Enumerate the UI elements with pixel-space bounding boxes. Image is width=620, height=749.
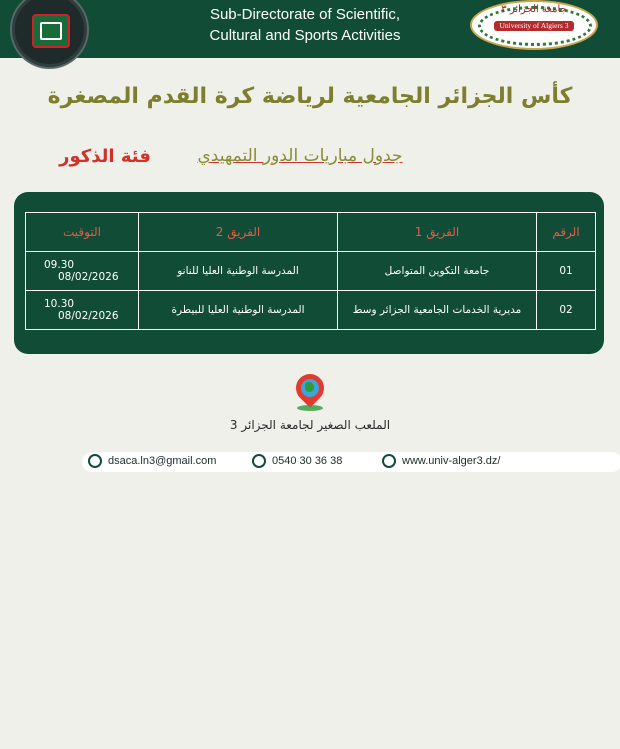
header-team2: الفريق 2	[139, 213, 338, 252]
row-number: 02	[537, 291, 596, 330]
row-datetime	[26, 291, 139, 330]
row-time: 09.30	[44, 259, 75, 271]
table-header-row	[26, 213, 596, 252]
header-team1: الفريق 1	[338, 213, 537, 252]
row-team2: المدرسة الوطنية العليا للنانو	[139, 252, 338, 291]
row-datetime	[26, 252, 139, 291]
university-logo-arabic: جامعة الجزائر ٣	[501, 4, 567, 15]
phone-icon	[252, 454, 266, 468]
header-number: الرقم	[537, 213, 596, 252]
header-bar	[0, 0, 620, 58]
university-logo	[470, 0, 598, 50]
row-team1: جامعة التكوين المتواصل	[338, 252, 537, 291]
email-icon	[88, 454, 102, 468]
header-title-line2: Cultural and Sports Activities	[209, 27, 401, 44]
row-time: 10.30	[44, 298, 75, 310]
pin-shadow	[297, 405, 323, 411]
footer-email[interactable]: dsaca.ln3@gmail.com	[108, 455, 217, 467]
page-title: كأس الجزائر الجامعية لرياضة كرة القدم المصغرة	[47, 84, 573, 109]
department-logo	[10, 0, 89, 69]
header-title-line1: Sub-Directorate of Scientific,	[209, 6, 401, 23]
row-date: 08/02/2026	[58, 271, 119, 283]
row-team2: المدرسة الوطنية العليا للبيطرة	[139, 291, 338, 330]
department-logo-icon	[32, 14, 70, 48]
schedule-panel	[14, 192, 604, 354]
category-label: فئة الذكور	[59, 146, 151, 167]
web-icon	[382, 454, 396, 468]
table-row	[26, 291, 596, 330]
schedule-table	[25, 212, 596, 330]
header-title	[200, 4, 410, 46]
footer-phone[interactable]: 0540 30 36 38	[272, 455, 343, 467]
venue-label: الملعب الصغير لجامعة الجزائر 3	[229, 418, 391, 432]
university-logo-english: University of Algiers 3	[494, 21, 574, 31]
row-number: 01	[537, 252, 596, 291]
row-team1: مديرية الخدمات الجامعية الجزائر وسط	[338, 291, 537, 330]
footer-web[interactable]: www.univ-alger3.dz/	[402, 455, 501, 467]
schedule-label: جدول مباريات الدور التمهيدي	[197, 146, 403, 166]
header-time: التوقيت	[26, 213, 139, 252]
globe-icon	[301, 379, 319, 397]
row-date: 08/02/2026	[58, 310, 119, 322]
table-row	[26, 252, 596, 291]
footer-contact-bar	[82, 452, 620, 472]
